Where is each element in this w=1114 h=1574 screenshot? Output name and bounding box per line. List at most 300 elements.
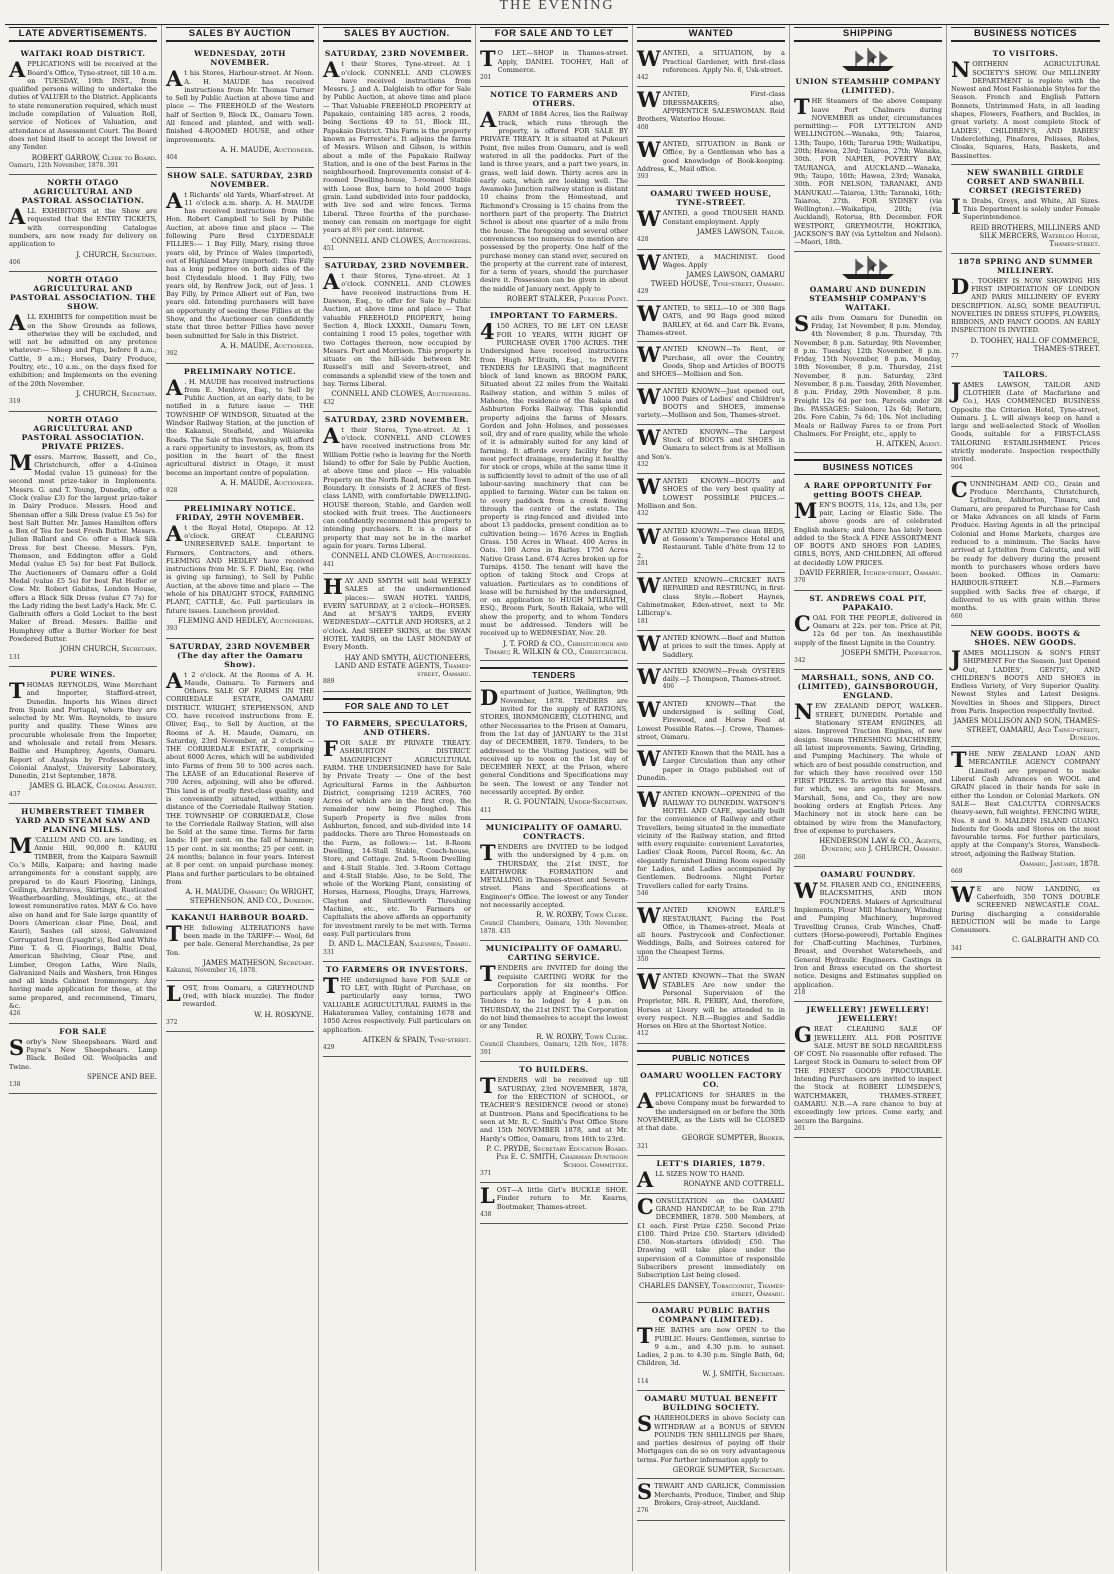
ad-number: 669 xyxy=(951,868,963,876)
ad-signature: H. AITKEN, Agent. xyxy=(875,440,942,449)
ad-signature: DAVID FERRIER, Itchen-street, Oamaru. xyxy=(799,569,942,578)
advertisement xyxy=(794,74,942,251)
ad-body-text: OAL FOR THE PEOPLE, delivered in Oamaru at 22s. per ton. Price at Pit, 12s 6d per ton. An inexhaustible supply of the finest Lignite in the Country. xyxy=(794,613,942,647)
drop-cap: H xyxy=(323,573,343,599)
drop-cap: A xyxy=(637,1087,654,1113)
advertisement xyxy=(637,137,785,186)
ad-body xyxy=(166,187,314,340)
ad-body xyxy=(166,920,314,957)
advertisement xyxy=(794,670,942,867)
ad-body xyxy=(166,980,314,1009)
ad-signature: SPENCE AND BEE. xyxy=(86,1072,157,1081)
advertisement xyxy=(323,962,471,1058)
ad-body-text: LL EXHIBITORS at the Show are requested that the ENTRY TICKETS, with corresponding Catalogue numbers, are now ready for delivery on application to xyxy=(9,207,157,249)
ad-body-text: ANTED KNOWN—That the undersigned is selling Coal, Firewood, and Horse Feed at Lowest Possible Rates.—J. Crowe, Thames-street, Oamaru. xyxy=(637,699,785,741)
ad-signature: ROBERT STALKER, Pukeuri Point. xyxy=(506,295,628,304)
ad-body xyxy=(794,497,942,567)
advertisement xyxy=(637,186,785,249)
ad-body-text: ANTED KNOWN—CRICKET BATS REPAIRED and RESTRUNG, in first-class Style.—Robert Haynes, Cabinetmaker, Eden-street, next to Mr. Lillicrap's. xyxy=(637,576,785,618)
ad-number: Oamaru, 12th November, 1878. 391 xyxy=(9,161,119,169)
advertisement xyxy=(480,1183,628,1224)
ad-body-text: ANTED KNOWN—To Rent, or Purchase, all over the Country, Goods, Shop and Articles of BOOTS and SHOES—Mollison and Son. xyxy=(637,345,785,379)
ad-body-text: ANTED, a SITUATION, by a Practical Gardener, with first-class references. Apply No. 6, Usk-street. xyxy=(662,49,785,74)
ad-number: 131 xyxy=(9,653,21,661)
drop-cap: T xyxy=(9,677,25,703)
ad-signature: D. TOOHEY, HALL OF COMMERCE, THAMES-STREET. xyxy=(970,336,1100,354)
advertisement xyxy=(637,1156,785,1194)
ad-body-text: 150 ACRES, TO BE LET ON LEASE FOR 10 YEARS, WITH RIGHT OF PURCHASE OVER 1700 ACRES. THE Undersigned have received instructions from Hugh M'Ilraith, Esq., to INVITE TENDERS for LEASING that magnificent block of land known as BROOM PARK, Situated about 22 miles from the Waitaki Railway station, and within 5 miles of Maheno, the residence of the Rakaia and Ashburton Forks Railway. This splendid property adjoins the farms of Messrs. Gordon and John Holmes, and possesses soil, dry and of rare quality, while the whole of it is admirably suited for any kind of farming. It affords every facility for the most perfect drainage, rendering it healthy for stock or crops, while at the same time it is sufficiently level to admit of the use of all labour-saving machinery that can be applied to farming. Water can be taken on to every paddock from a creek flowing through the centre of the estate. The property is ring-fenced and divided into about 13 paddocks, present condition as to cultivation being:— 1676 Acres in English Grass. 150 Acres in Wheat. 400 Acres in Oats. 100 Acres in Barley. 1750 Acres Native Grass Land. 674 Acres broken up for Turnips. 4150. The tenant will have the option of taking Stock and Crops at valuation. Particulars as to conditions of lease will be furnished by the undersigned, or on application to HUGH M'ILRAITH, ESQ., Broom Park, South Rakaia, who will show the property, and to whom Tenders must be addressed. Tenders will be received up to WEDNESDAY, Nov. 20. xyxy=(480,322,628,638)
ad-number: 437 xyxy=(9,790,21,798)
ad-body xyxy=(951,377,1100,464)
ad-body xyxy=(637,573,785,618)
ad-body xyxy=(323,736,471,938)
ad-body xyxy=(951,273,1100,335)
advertisement xyxy=(480,685,628,819)
column-2 xyxy=(162,25,319,1571)
drop-cap: T xyxy=(480,961,496,987)
ad-signature: R. W. ROXBY, Town Clerk. xyxy=(536,1032,628,1041)
ad-signature: J. CHURCH, Secretary. xyxy=(76,389,157,398)
ad-signature: REID BROTHERS, MILLINERS AND SILK MERCERS, Waterloo House, Thames-street. xyxy=(970,223,1100,249)
ad-number: 432 xyxy=(637,460,649,468)
ad-title: LETT'S DIARIES, 1879. xyxy=(656,1159,766,1169)
ad-body-text: AMES LAWSON, TAILOR AND CLOTHIER (Late of Macfarlane and Co.), HAS COMMENCED BUSINESS Opposite the Criterion Hotel, Tyne-street, Oamaru. J. L. will always keep on hand a large and well-selected Stock of Woollen Goods, suitable for a FIRST-CLASS TAILORING ESTABLISHMENT. Prices strictly moderate. Inspection respectfully invited. xyxy=(951,380,1100,464)
ad-body xyxy=(323,573,471,652)
advertisement xyxy=(951,477,1100,626)
advertisement xyxy=(951,46,1100,165)
advertisement xyxy=(323,716,471,962)
ad-title: WEDNESDAY, 20TH NOVEMBER. xyxy=(194,49,286,68)
ad-body-text: ANTED KNOWN—Fresh OYSTERS daily.—J. Thompson, Thames-street. xyxy=(662,666,785,684)
column-header: SALES BY AUCTION. xyxy=(323,27,471,42)
ad-number: 114 xyxy=(637,1378,649,1385)
advertisement xyxy=(951,367,1100,477)
ad-body-text: FARM of 1884 Acres, lies the Railway track, which runs through the property, is offered FOR SALE BY PRIVATE TREATY. It is situated at Pukeuri Point, five miles from Oamaru, and is well watered in all the paddocks. Part of the land is three years, and a part two years, in grass, well laid down. Thirty acres are in early oats, which are looking well. The Awamoko Junction railway station is distant 10 chains from the Homestead, and Richmond's Crossing is 15 chains from the northern part of the property. The District School is about one quarter of a mile from the house. The foregoing and several other conveniences too numerous to mention are possessed by the property. One half of the purchase money can stand over, secured on the property at the current rate of interest, for a term of years, should the purchaser desire it. Possession can be given in about the middle of January next. Apply to xyxy=(480,110,628,293)
advertisement xyxy=(9,272,157,411)
ad-body-text: 'CALLUM AND CO. are landing, ex Annie Hill, 90,000 ft. KAURI TIMBER, from the Kaipara Sawmill Co.'s Mills, Kaipara; and having made arrangements for a constant supply, are prepared to do Kauri Flooring, Linings, Ceilings, Architraves, Skirtings, Rusticated Weatherboarding, Mouldings, etc., at the lowest remunerative rates. MAY & Co. have also on hand and for Sale large quantity of Doors (American clear Pine, Deal, and Kauri), Sashes (all sizes), Galvanized Corrugated Iron (Lysaght's), Red and White Pine T. & G. Floorings, Baltic Deal, American Shelving, Clear Pine, and Lumber, Oregon Laths, Wire Nails, Galvanized Nails and Washers, Iron Hinges and all kinds Cabinet Ironmongery. Any having made application for these, at the same prepared, and recommend, Timaru, &c. xyxy=(9,836,157,1011)
column-7 xyxy=(947,25,1104,1571)
advertisement xyxy=(166,639,314,910)
ad-title: ST. ANDREWS COAL PIT, PAPAKAIO. xyxy=(809,593,927,612)
ad-body-text: O LET.—SHOP in Thames-street. Apply, DANIEL TOOHEY, Hall of Commerce. xyxy=(497,49,628,74)
ad-body-text: . H. MAUDE has received instructions from E. Menlove, Esq., to Sell by Public Auction, at an early date, to be notified in a future issue — THE TOWNSHIP OF WINDSOR, Situated at the Windsor Railway Station, at the junction of the Kakanui, Steafield, and Waiareka Roads. The Sale of this Township will afford a rare opportunity to investors, as, from its position in the heart of the finest agricultural district in Otago, it must become an important centre of population. xyxy=(166,377,314,477)
advertisement xyxy=(166,168,314,364)
ad-title: OAMARU WOOLLEN FACTORY CO. xyxy=(640,1070,782,1089)
ad-signature: JAMES LAWSON, Tailor. xyxy=(696,228,785,237)
drop-cap: W xyxy=(637,523,661,549)
advertisement xyxy=(323,46,471,258)
ad-body-text: ails from Oamaru for Dunedin on Friday, 1st November, 8 p.m. Monday, 4th November, 8 p.m. Thursday, 7th November, 8 p.m. Saturday, 9th November, 8 p.m. Tuesday, 12th November, 8 p.m. Friday, 15th November, 8 p.m. Monday, 18th November, 8 p.m. Thursday, 21st November, 8 p.m. Saturday, 23rd November, 8 p.m. Tuesday, 26th November, 8 p.m. Friday, 29th November, 8 p.m. Freight 12s 6d per ton. Parcels under 28 lbs. PASSAGES: Saloon, 12s 6d; Return, 20s. Fore Cabin, 7s 6d; 10s. Not including Meals or Railway Fares to or from Port Chalmers. For Freight, etc., apply to xyxy=(794,313,942,438)
ad-signature: JAMES MATHESON, Secretary. xyxy=(202,959,314,968)
ad-body-text: AY AND SMYTH will hold WEEKLY SALES at the undermentioned places:— SWAN HOTEL YARDS, EVERY SATURDAY, at 2 o'clock—HORSES. And at M'SAY'S YARDS, EVERY WEDNESDAY—CATTLE AND HORSES, at 2 o'clock. And SHEEP SKINS, at the SWAN HOTEL YARDS, on the LAST MONDAY of Every Month. xyxy=(323,576,471,652)
advertisement xyxy=(166,981,314,1032)
ad-signature: GEORGE SUMPTER, Secretary. xyxy=(672,1466,785,1475)
drop-cap: N xyxy=(951,57,971,83)
ad-body xyxy=(951,645,1100,715)
section-header: BUSINESS NOTICES xyxy=(794,459,942,474)
ad-body xyxy=(794,94,942,247)
drop-cap: W xyxy=(637,136,661,162)
drop-cap: T xyxy=(951,747,967,773)
ad-body-text: ANTED KNOWN EARLE'S RESTAURANT, Facing the Post Office, in Thames-street. Meals at all hours. Pastrycook and Confectioner. Weddings, Balls, and Soirees catered for upon the Cheapest Terms. xyxy=(637,906,785,956)
ad-body-text: t their Stores, Tyne-street. At 1 o'clock. CONNELL AND CLOWES have received instructions from Messrs. J. and A. Dalgleish to offer for Sale by Public Auction, at above time and place — That Valuable FREEHOLD PROPERTY at Papakaio, containing 185 acres, 2 roods, being Sections 49 to 51, Block III., Papakaio District. This Farm is the property known as Forrester's. It adjoins the farms of Messrs. Wilson and Gibson, is within about a mile of the Papakaio Railway Station, and is one of the best Farms in the neighbourhood. Improvements consist of 4-roomed Dwelling-house, 3-roomed Stable with Loose Box, barn to hold 2000 bags grain. Land subdivided into four paddocks, with live sod and wire fences. Terms Liberal. Three fourths of the purchase-money can remain on mortgage for eight years at 8½ per cent. interest. xyxy=(323,60,471,235)
ad-signature: R. W. ROXBY, Town Clerk. xyxy=(536,911,628,920)
ad-body xyxy=(637,969,785,1031)
ad-number: 404 xyxy=(166,154,178,162)
advertisement xyxy=(637,1303,785,1391)
advertisement xyxy=(637,342,785,383)
ad-body-text: ANTED, First-class DRESSMAKERS; also, APPRENTICE SALESWOMAN. Reid Brothers, Waterloo House. xyxy=(637,90,785,124)
ad-body-text: ENDERS are INVITED to be lodged with the undersigned by 4 p.m. on THURSDAY, the 21st INST., for EARTHWORK FORMATION and METALLING in Thames-street and Severn-street. Plans and Specifications at Engineer's Office. The lowest or any Tender not necessarily accepted. xyxy=(480,842,628,910)
drop-cap: M xyxy=(794,497,818,523)
ad-number: 371 xyxy=(480,1169,492,1177)
ad-body xyxy=(637,424,785,461)
ad-body xyxy=(637,474,785,511)
ad-body xyxy=(637,787,785,890)
ad-signature: W. J. SMITH, Secretary. xyxy=(702,1369,785,1378)
drop-cap: S xyxy=(794,310,810,336)
ad-signature: A. H. MAUDE, Auctioneer. xyxy=(220,145,314,154)
ad-number: 393 xyxy=(637,173,649,181)
ad-number: 928 xyxy=(166,487,178,495)
ad-body-text: LL EXHIBITS for competition must be on the Show Grounds as follows, otherwise they will be excluded, and will not be admitted on any pretence whatever:— Sheep and Pigs, before 8 a.m.; Cattle, 9 a.m.; Horses, Dairy Produce, Poultry, etc., 10 a.m., on the days fixed for exhibition; and Implements on the evening of the 20th November. xyxy=(9,313,157,388)
ad-number: 412 xyxy=(637,1030,649,1038)
column-header: SHIPPING xyxy=(794,27,942,42)
ad-signature: JOSEPH SMITH, Proprietor. xyxy=(841,648,942,657)
advertisement xyxy=(323,574,471,692)
ad-title: FOR SALE xyxy=(59,1026,107,1036)
ad-body xyxy=(480,961,628,1031)
ad-body-text: ANTED KNOWN—That the SWAN STABLES Are now under the Personal Supervision of the Proprietor, MR. R. PERRY, And, therefore, Horses at Livery will be attended to in every respect. N.B.—Buggies and Saddle Horses on Hire at the Shortest Notice. xyxy=(637,972,785,1031)
section-header: FOR SALE AND TO LET xyxy=(323,698,471,713)
drop-cap: A xyxy=(9,57,26,83)
drop-cap: W xyxy=(637,342,661,368)
ad-body-text: essrs. Marrow, Bassett, and Co., Christchurch, offer a 4-Guinea Medal (value 15 guineas) for the second most prize-taker in Implements. Messrs. G. and T. Young, Dunedin, offer a Clock (value £3) for the largest prize-taker in Dairy Produce. Messrs. Hood and Shennan offer a Silk Dress (value £5 5s) for best Salt Butter. Mr. James Hamilton offers a Box of Tea for best Fresh Butter. Messrs. Julian Ballard and Co. offer a Black Silk Dress for best Cheese. Messrs. Fyn, Thomson, and Eddington offer a Gold Medal (value £5 5s) for best Fat Bullock. The Auctioneers of Oamaru offer a Gold Medal (value £5 5s) for best Fat Heifer or Cow. Mr. Robert Gabites, London House, offers a Black Silk Dress (value £7 7s) for the Lady riding the best Lady's Hack. Mr. C. Galbraith offers a Gold Locket to the best Maker of Bread. Messrs. Baillie and Humphrey offer a Butter Worker for best Powdered Butter. xyxy=(9,452,157,644)
ad-body-text: ONSULTATION on the OAMARU GRAND HANDICAP, to be Run 27th DECEMBER, 1878. 500 Members, at £1 each. First Prize £250. Second Prize £100. Third Prize £50. Starters (divided) £50. Non-starters (divided) £50. The Drawing will take place under the supervision of a Committee of responsible Subscribers present immediately on Subscription List being closed. xyxy=(637,1196,785,1280)
ad-signature: HENDERSON LAW & CO., Agents, Dunedin; and J. CHURCH, Oamaru. xyxy=(819,837,942,854)
ad-body xyxy=(323,422,471,551)
advertisement xyxy=(637,631,785,664)
ad-title: OAMARU TWEED HOUSE, TYNE-STREET. xyxy=(650,189,772,208)
drop-cap: W xyxy=(637,696,661,722)
ad-number: Council Chambers, Oamaru, 13th November, 1878. 435 xyxy=(480,919,628,935)
advertisement xyxy=(794,478,942,591)
ad-signature: A. H. MAUDE, Auctioneer. xyxy=(220,341,314,350)
ad-body xyxy=(323,269,471,388)
ad-signature: CONNELL AND CLOWES, Auctioneers. xyxy=(331,390,471,399)
ad-number: 406 xyxy=(662,683,675,691)
ad-signature: P. C. PRYDE, Secretary Education Board. Per E. C. SMITH, Chairman Duntroon School Committee. xyxy=(486,1144,628,1170)
advertisement xyxy=(794,282,942,454)
advertisement xyxy=(480,308,628,661)
ad-body-text: ANTED, a MACHINIST. Good Wages. Apply xyxy=(662,252,785,269)
advertisement xyxy=(637,787,785,903)
drop-cap: 4 xyxy=(480,319,495,345)
ad-signature: Oamaru, January, 1878. xyxy=(1019,860,1100,869)
ad-body xyxy=(951,476,1100,613)
ad-body xyxy=(637,342,785,379)
advertisement xyxy=(637,969,785,1043)
drop-cap: M xyxy=(9,833,33,859)
drop-cap: L xyxy=(166,980,181,1006)
ad-body-text: ANTED KNOWN—OPENING of the RAILWAY TO DUNEDIN. WATSON'S HOTEL AND CAFE, specially built for the convenience of Railway and other Travellers, being situated in the immediate vicinity of the Railway station, and fitted with every requisite: convenient Lavatories, Ladies' Cloak Room, Parcel Room, &c. An elegantly furnished Dining Room especially for Ladies, and Ladies accompanied by Gentlemen. Bedrooms. Night Porter. Travellers called for early Trains. xyxy=(637,790,785,890)
advertisement xyxy=(9,412,157,667)
ad-number: 442 xyxy=(637,74,649,82)
ad-title: A RARE OPPORTUNITY For getting BOOTS CHEAP. xyxy=(804,480,932,499)
ad-number: Kakanui, November 16, 1878. xyxy=(166,967,258,975)
ad-title: SHOW SALE. SATURDAY, 23RD NOVEMBER. xyxy=(167,170,313,189)
drop-cap: W xyxy=(637,46,661,72)
ad-body xyxy=(480,839,628,910)
ad-body-text: PPLICATIONS for SHARES in the above Company must be forwarded to the undersigned on or before the 30th NOVEMBER, as the Lists will be CLOSED at that date. xyxy=(637,1090,785,1133)
ad-title: KAKANUI HARBOUR BOARD. xyxy=(171,912,309,922)
ad-number: 429 xyxy=(323,1044,335,1052)
ad-number: 319 xyxy=(9,398,21,406)
advertisement xyxy=(9,46,157,175)
ad-body xyxy=(637,903,785,956)
drop-cap: A xyxy=(9,310,26,336)
ad-title: JEWELLERY! JEWELLERY! JEWELLERY! xyxy=(806,1005,930,1024)
drop-cap: A xyxy=(166,667,183,693)
ad-number: 432 xyxy=(637,510,649,518)
drop-cap: A xyxy=(323,57,340,83)
advertisement xyxy=(323,412,471,574)
ad-signature: C. GALBRAITH AND CO. xyxy=(1011,936,1100,945)
advertisement xyxy=(637,1391,785,1479)
ad-title: SATURDAY, 23RD NOVEMBER. xyxy=(324,49,470,59)
ad-title: TO BUILDERS. xyxy=(519,1065,589,1075)
ad-number: 904 xyxy=(951,463,963,471)
ad-body xyxy=(794,878,942,989)
ad-number: 276 xyxy=(637,1507,649,1515)
drop-cap: W xyxy=(637,787,661,813)
column-6 xyxy=(790,25,947,1571)
ad-signature: AITKEN & SPAIN, Tyne-street. xyxy=(362,1035,471,1044)
advertisement xyxy=(166,364,314,501)
ad-number: 451 xyxy=(323,244,335,252)
ad-number: 370 xyxy=(794,577,806,585)
ad-body xyxy=(637,630,785,659)
ad-signature: CONNELL AND CLOWES, Auctioneers. xyxy=(331,236,471,245)
ad-body xyxy=(480,685,628,797)
ad-title: OAMARU PUBLIC BATHS COMPANY (LIMITED). xyxy=(651,1306,771,1325)
drop-cap: W xyxy=(637,746,661,772)
ad-number: 281 xyxy=(637,559,649,567)
drop-cap: F xyxy=(323,736,338,762)
ad-title: MUNICIPALITY OF OAMARU. CONTRACTS. xyxy=(485,822,623,841)
ad-body xyxy=(9,57,157,152)
advertisement xyxy=(637,474,785,523)
ad-body xyxy=(637,1479,785,1507)
ad-title: 1878 SPRING AND SUMMER MILLINERY. xyxy=(958,256,1093,275)
ad-body-text: EN'S BOOTS, 11s, 12s, and 13s, per pair, Lacing or Elastic Side. The above goods are of celebrated English makers; and there has lately been added to the Stock A FINE ASSORTMENT OF BOOTS AND SHOES FOR LADIES, GIRLS, BOYS, AND CHILDREN, All offered at decidedly LOW PRICES. xyxy=(794,500,942,567)
ad-body-text: t 2 o'clock. At the Rooms of A. H. Maude, Oamaru. To Farmers and Others. SALE OF FARMS IN THE CORRIEDALE ESTATE, OAMARU DISTRICT. WRIGHT, STEPHENSON, AND CO. have received instructions from E. Oliver, Esq., to Sell by Auction, at the Rooms of A. H. Maude, Oamaru, on Saturday, 23rd November, at 2 o'clock — THE CORRIEDALE ESTATE, comprising about 6000 Acres, which will be subdivided into Farms of from 50 to 500 acres each. The LEASE of an Educational Reserve of 700 Acres, adjoining, will also be offered. This land is of really first-class quality, and is conveniently situated, within easy distance of the Corriedale Railway Station. THE TOWNSHIP OF CORRIEDALE, Close to the Corriedale Railway Station, will also be Sold at the same time. Terms for farm lands: 10 per cent. on the fall of hammer; 15 per cent. in six months; 25 per cent. in 24 months; balance in four years. Interest at 8 per cent. on unpaid purchase money. Plans and further particulars to be obtained from xyxy=(166,670,314,886)
ad-title: PRELIMINARY NOTICE. xyxy=(183,366,297,376)
advertisement xyxy=(637,524,785,573)
ad-body-text: ANTED KNOWN—Two clean BEDS, at Gossom's Temperance Hotel and Restaurant. Table d'hôte from 12 to 2. xyxy=(637,526,785,560)
ad-signature: R. G. FOUNTAIN, Under-Secretary. xyxy=(504,798,628,807)
ad-title: NOTICE TO FARMERS AND OTHERS. xyxy=(490,90,618,109)
ad-signature: J. T. FORD & CO., Christchurch and Timaru; R. WILKIN & CO., Christchurch. xyxy=(484,639,628,656)
ad-body xyxy=(637,46,785,74)
ad-body-text: ANTED KNOWN—The Largest Stock of BOOTS and SHOES in Oamaru to select from is at Mollison and Son's. xyxy=(637,427,785,461)
ad-body xyxy=(637,206,785,232)
column-header: BUSINESS NOTICES xyxy=(951,27,1100,42)
ad-body-text: E are NOW LANDING, ex Caberfeidh, 350 TONS DOUBLE SCREENED NEWCASTLE COAL. During discharging a considerable REDUCTION will be made to Large Consumers. xyxy=(951,884,1100,935)
ad-title: MUNICIPALITY OF OAMARU. CARTING SERVICE. xyxy=(485,944,623,963)
ad-body-text: t their Stores, Tyne-street. At 1 o'clock. CONNELL AND CLOWES have received instructions from Mr. William Pottie (who is leaving for the North Island) to offer for Sale by Public Auction, at above time and place — His valuable Property on the North Road, near the Town Boundary. It consists of 2 ACRES of first-class LAND, with comfortable DWELLING-HOUSE thereon, Stable, and Garden well stocked with fruit trees. The Auctioneers can confidently recommend this property to intending purchasers. It is a class of property that may not be in the market again for years. Terms Liberal. xyxy=(323,425,471,551)
advertisement xyxy=(480,941,628,1062)
drop-cap: S xyxy=(637,1411,653,1437)
ad-number: 321 xyxy=(637,1142,649,1150)
ad-body-text: EW ZEALAND DEPOT, WALKER-STREET, DUNEDIN. Portable and Stationary STEAM ENGINES, all sizes. Improved Traction Engines, of new design. Steam THRESHING MACHINERY, all latest improvements. Sawing, Grinding, and Pumping Machinery. The whole of which are of best possible construction, and for which they have received over 150 FIRST PRIZES. To arrive this season, and for which, we are agents for Messrs. Marshall, Sons, and Co., they are now booking orders at English Prices. Any Machinery not in stock here can be obtained by wire from the Manufactory, free of expense to purchasers. xyxy=(794,702,942,835)
ad-body-text: HE Steamers of the above Company leave Port Chalmers during NOVEMBER as under, circumstances permitting:— FOR LYTTELTON AND WELLINGTON.—Wanaka, 9th; Taiaroa, 13th; Taupo, 16th; Tararua 19th; Waikatipu, 20th; Hawea, 23rd; Taiaroa, 27th; Wanaka, 30th. FOR NAPIER, POVERTY BAY, TAURANGA, and AUCKLAND.—Wanaka, 9th; Taupo, 16th; Hawea, 23rd; Wanaka, 30th. FOR NELSON, TARANAKI, AND MANUKAU.—Taiaroa, 13th; Taranaki, 16th; Taiaroa, 27th. FOR SYDNEY (via Wellington).—Waikatipu, 20th; (via Auckland), Rotorua, 8th December. FOR WESTPORT, GREYMOUTH, HOKITIKA, JACKSON'S BAY (via Lyttelton and Nelson).—Maori, 18th. xyxy=(794,97,942,247)
ad-title: SATURDAY, 23RD NOVEMBER. xyxy=(324,261,470,271)
drop-cap: S xyxy=(637,1479,653,1505)
column-5 xyxy=(633,25,790,1571)
ad-number: 260 xyxy=(794,853,806,861)
ad-body xyxy=(9,833,157,1011)
ad-body xyxy=(637,523,785,560)
ad-body xyxy=(323,57,471,235)
ad-title: HUMBERSTREET TIMBER YARD AND STEAM SAW AND PLANING MILLS. xyxy=(15,807,151,835)
drop-cap: A xyxy=(166,66,183,92)
drop-cap: T xyxy=(480,46,496,72)
ad-body xyxy=(166,520,314,615)
drop-cap: A xyxy=(166,187,183,213)
ad-body xyxy=(9,449,157,644)
ad-title: NEW GOODS. BOOTS & SHOES. NEW GOODS. xyxy=(970,628,1081,647)
ad-body-text: HE following ALTERATIONS have been made in the TARIFF:— Wool, 6d per bale. General Merchandise, 2s per Ton. xyxy=(166,923,314,957)
ad-number: Council Chambers, Oamaru, 12th Nov., 1878. 391 xyxy=(480,1040,628,1057)
ad-title: SATURDAY, 23RD NOVEMBER. xyxy=(324,414,470,424)
ad-signature: RONAYNE AND COTTRELL. xyxy=(683,1180,785,1189)
ad-number: 218 xyxy=(794,988,806,996)
column-header: FOR SALE AND TO LET xyxy=(480,27,628,42)
drop-cap: W xyxy=(637,903,661,929)
drop-cap: T xyxy=(794,94,810,120)
ad-number: 372 xyxy=(166,1018,178,1026)
ad-body xyxy=(794,1022,942,1125)
ad-body-text: t the Royal Hotel, Otepopo. At 12 o'clock. GREAT CLEARING UNRESERVED SALE. Important to Farmers, Contractors, and others. FLEMING AND HEDLEY have received instructions from Mr. S. F. Diehl, Esq. (who is giving up farming), to Sell by Public Auction, at the above time and place — The whole of his DRAUGHT STOCK, FARMING PLANT, CATTLE, &c. Full particulars in future issues. Luncheon provided. xyxy=(166,523,314,615)
advertisement xyxy=(9,667,157,804)
drop-cap: W xyxy=(637,573,661,599)
ad-body-text: ANTED KNOWN—BOOTS and SHOES of the very best quality at LOWEST POSSIBLE PRICES.—Mollison and Son. xyxy=(637,477,785,511)
advertisement xyxy=(480,87,628,308)
advertisement xyxy=(9,175,157,272)
advertisement xyxy=(480,46,628,87)
advertisement xyxy=(166,501,314,639)
drop-cap: C xyxy=(637,1193,654,1219)
drop-cap: A xyxy=(323,269,340,295)
ad-body-text: ENDERS will be received up till SATURDAY, 23rd NOVEMBER, 1878, for the ERECTION of SCHOOL, or TEACHER'S RESIDENCE (wood or stone) at Duntroon. Plans and Specifications to be seen at Mr. R. C. Smith's Post Office Store and 15th NOVEMBER 1878, and at Mr. Hardy's Office, Oamaru, from 16th to 23rd. xyxy=(480,1076,628,1143)
advertisement xyxy=(794,867,942,1002)
ad-number: 432 xyxy=(323,398,335,406)
advertisement xyxy=(951,626,1100,747)
ad-body xyxy=(794,610,942,647)
drop-cap: G xyxy=(794,1022,812,1048)
advertisement xyxy=(637,425,785,474)
ad-body xyxy=(166,66,314,144)
drop-cap: W xyxy=(637,206,661,232)
ad-body-text: OST, from Oamaru, a GREYHOUND (red, with black muzzle). The finder rewarded. xyxy=(182,983,314,1009)
advertisement xyxy=(637,697,785,746)
ad-body-text: t their Stores, Tyne-street. At 1 o'clock. CONNELL AND CLOWES have received instructions from H. Dawson, Esq., to offer for Sale by Public Auction, at above time and place — That valuable FREEHOLD PROPERTY, being Section 4, Block LXXXII., Oamaru Town, containing 1 rood 15 poles, together with two Cottages thereon, now occupied by Messrs. Pert and Morrison. This property is situate on the hill-side between Mr. Russell's mill and Severn-street, and commands a splendid view of the town and bay. Terms Liberal. xyxy=(323,272,471,388)
ad-title: WAITAKI ROAD DISTRICT. xyxy=(20,49,146,59)
ad-body-text: t Richards' old Yards, Wharf-street. At 11 o'clock a.m. sharp. A. H. MAUDE has received instructions from the Hon. Robert Campbell to Sell by Public Auction, at above time and place — The following Pure Bred CLYDESDALE FILLIES:— 1 Bay Filly, Mary, rising three years old, by Prince of Wales (imported), out of Highland Mary (imported). This Filly has a long pedigree on both sides of the best Clydesdale blood. 1 Bay Filly, two years old, by Renfrew Jock, out of Jess. 1 Bay Filly, by Prince Albert out of Fan, two years old. Intending purchasers will have an opportunity of seeing these Fillies at the Show, and the Auctioneer can confidently state that three better Fillies have never been submitted for Sale in this District. xyxy=(166,190,314,340)
advertisement xyxy=(9,804,157,1024)
ad-signature: CHARLES DANSEY, Tobacconist, Thames-street, Oamaru. xyxy=(639,1281,785,1298)
ad-body xyxy=(637,696,785,741)
ad-number: 438 xyxy=(480,1210,492,1218)
drop-cap: W xyxy=(637,630,661,656)
ad-body-text: ANTED, a good TROUSER HAND. Constant employment. Apply xyxy=(662,209,785,226)
drop-cap: N xyxy=(794,699,814,725)
ad-body xyxy=(637,383,785,420)
advertisement xyxy=(637,301,785,342)
advertisement xyxy=(951,747,1100,881)
ad-body xyxy=(9,204,157,249)
drop-cap: D xyxy=(480,685,499,711)
ad-number: 261 xyxy=(794,1124,806,1132)
advertisement xyxy=(637,573,785,631)
ad-body xyxy=(951,57,1100,160)
drop-cap: A xyxy=(480,107,497,133)
drop-cap: W xyxy=(951,881,975,907)
advertisement xyxy=(637,46,785,87)
drop-cap: T xyxy=(480,1073,496,1099)
ad-signature: CONNELL AND CLOWES, Auctioneers. xyxy=(331,552,471,561)
ad-number: 392 xyxy=(166,350,178,358)
ad-number: 342 xyxy=(794,657,806,665)
drop-cap: D xyxy=(951,273,970,299)
ad-body xyxy=(951,747,1100,858)
ad-title: NORTH OTAGO AGRICULTURAL AND PASTORAL ASSOCIATION. xyxy=(21,178,145,206)
ad-body-text: ANTED, to SELL—10 or 300 Bags OATS, and 90 Bags good mixed BARLEY, at 6d. and Carr Bk. Evans, Thames-street. xyxy=(637,304,785,338)
ad-body-text: HE BATHS are now OPEN to the PUBLIC. Hours: Gentlemen, sunrise to 9 a.m., and 4.30 p.m. to sunset. Ladies, 2 p.m. to 4.30 p.m. Single Bath, 6d; Children, 3d. xyxy=(637,1326,785,1368)
ad-body xyxy=(637,1411,785,1464)
ad-body-text: UNNINGHAM AND CO., Grain and Produce Merchants, Christchurch, Lyttelton, Ashburton, Timaru, and Oamaru, are prepared to Purchase for Cash or Make Advances on all kinds of Farm Produce. Having Agents in all the principal Colonial and Home Markets, charges are reduced to a minimum. The Sacks have arrived at Lyttelton from Calcutta, and will be ready for delivery during the present month to purchasers whose orders have been booked. Offices in Oamaru: HARBOUR-STREET. N.B.—Farmers supplied with Sacks free of charge, if delivered to us with grain within three months. xyxy=(951,479,1100,613)
column-3 xyxy=(319,25,476,1571)
ad-body xyxy=(637,1193,785,1280)
drop-cap: W xyxy=(637,301,661,327)
drop-cap: I xyxy=(951,193,961,219)
ad-title: OAMARU AND DUNEDIN STEAMSHIP COMPANY'S WAITAKI. xyxy=(809,284,927,312)
drop-cap: A xyxy=(166,520,183,546)
advertisement xyxy=(637,384,785,425)
ad-number: 429 xyxy=(637,287,649,295)
advertisement xyxy=(166,910,314,981)
ad-number: 77 xyxy=(951,353,959,361)
ad-number: 408 xyxy=(637,123,649,131)
ad-title: TO FARMERS, SPECULATORS, AND OTHERS. xyxy=(326,719,468,738)
ad-signature: A. H. MAUDE, Auctioneer. xyxy=(220,479,314,488)
drop-cap: T xyxy=(166,920,182,946)
ad-body xyxy=(480,1183,628,1211)
drop-cap: J xyxy=(951,645,961,671)
ad-number: 441 xyxy=(323,560,335,568)
drop-cap: W xyxy=(637,383,661,409)
ad-signature: A. H. MAUDE, Oamaru; Or WRIGHT, STEPHENSON, AND CO., Dunedin. xyxy=(185,888,314,905)
ad-title: OAMARU FOUNDRY. xyxy=(820,870,916,880)
ad-number: 331 xyxy=(323,948,335,956)
column-header: SALES BY AUCTION xyxy=(166,27,314,42)
drop-cap: C xyxy=(794,610,811,636)
ad-title: TAILORS. xyxy=(1003,369,1048,379)
ad-body-text: OR SALE BY PRIVATE TREATY. ASHBURTON DISTRICT. MAGNIFICENT AGRICULTURAL FARM. THE UNDERSIGNED have for Sale by Private Treaty — One of the best Agricultural Farms in the Ashburton District, comprising 1219 ACRES, 760 Acres of which are in the first crop, the remainder now being Ploughed. This Superb Property is five miles from Ashburton, fenced, and sub-divided into 14 paddocks. There are Three Homesteads on the Farm, as follows:— 1st. 8-Room Dwelling, 14-Stall Stable, Coach-house, Store, and Cottage. 2nd. 5-Room Dwelling and 4-Stall Stable. 3rd. 3-Room Cottage and 4-Stall Stable. Also, to be Sold, The whole of the Working Plant, consisting of Horses, Harness, Ploughs, Drays, Harrows, Clayton and Shuttleworth Threshing Machine, etc., etc. To Farmers or Capitalists the above affords an opportunity for investment rarely to be met with. Terms easy. Full particulars from xyxy=(323,739,471,938)
ad-body xyxy=(9,1034,157,1071)
ad-body-text: ANTED, SITUATION in Bank or Office, by a Gentleman who has a good knowledge of Book-keeping. Address, K., Mail office. xyxy=(637,139,785,173)
